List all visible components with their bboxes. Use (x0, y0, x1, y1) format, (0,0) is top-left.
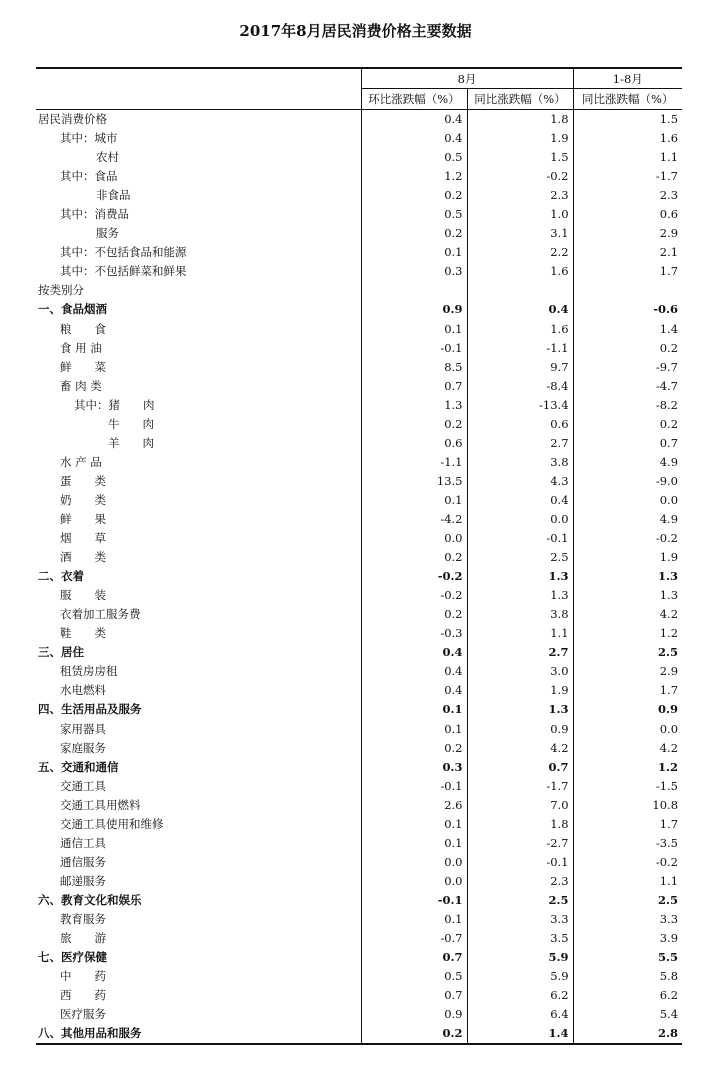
row-label: 水电燃料 (60, 683, 106, 698)
table-row (36, 167, 682, 186)
cell-mom: 0.1 (361, 320, 467, 339)
row-label: 交通工具使用和维修 (60, 816, 164, 831)
row-label: 旅 游 (60, 931, 106, 946)
table-row (36, 777, 682, 796)
row-label: 西 药 (60, 988, 106, 1003)
table-row (36, 491, 682, 510)
cell-yoy: 2.5 (467, 891, 573, 910)
cell-mom: 0.1 (361, 910, 467, 929)
table-row (36, 605, 682, 624)
cell-mom: 0.1 (361, 815, 467, 834)
cell-ytd: 1.2 (573, 624, 682, 643)
cell-mom: -1.1 (361, 453, 467, 472)
cell-mom: 0.0 (361, 872, 467, 891)
cell-ytd: 0.7 (573, 434, 682, 453)
cell-yoy: 1.6 (467, 262, 573, 281)
table-row (36, 853, 682, 872)
cell-mom: 0.1 (361, 491, 467, 510)
row-label: 其中：食品 (60, 169, 118, 184)
row-label: 食 用 油 (60, 340, 102, 355)
cpi-table (36, 67, 682, 1045)
cell-ytd: -3.5 (573, 834, 682, 853)
table-row (36, 1005, 682, 1024)
table-row (36, 472, 682, 491)
row-label: 水 产 品 (60, 454, 102, 469)
cell-ytd: 1.7 (573, 815, 682, 834)
cell-yoy: 9.7 (467, 358, 573, 377)
header-blank (36, 68, 361, 89)
row-label: 其中：猪 肉 (74, 397, 155, 412)
cell-yoy: 0.7 (467, 758, 573, 777)
cell-yoy: 6.2 (467, 986, 573, 1005)
table-row (36, 110, 682, 130)
row-label: 鲜 果 (60, 512, 106, 526)
cell-mom: 0.9 (361, 1005, 467, 1024)
cell-mom: -0.1 (361, 777, 467, 796)
cell-mom: -0.1 (361, 891, 467, 910)
cell-mom: 0.0 (361, 853, 467, 872)
cell-mom: 0.5 (361, 967, 467, 986)
table-row (36, 720, 682, 739)
header-col-mom: 环比涨跌幅（%） (361, 89, 467, 110)
cell-yoy: 1.0 (467, 205, 573, 224)
cell-yoy: 6.4 (467, 1005, 573, 1024)
table-row (36, 872, 682, 891)
cell-yoy: 1.3 (467, 586, 573, 605)
row-label: 三、居住 (38, 645, 84, 660)
cell-mom: 0.9 (361, 300, 467, 319)
cell-ytd: 2.9 (573, 224, 682, 243)
cell-ytd: 1.6 (573, 129, 682, 148)
page-title: 2017年8月居民消费价格主要数据 (239, 22, 472, 40)
row-label: 服 装 (60, 588, 106, 603)
cell-ytd: 4.2 (573, 739, 682, 758)
table-row (36, 300, 682, 319)
cell-ytd: -8.2 (573, 396, 682, 415)
cell-yoy: 3.0 (467, 662, 573, 681)
row-label: 邮递服务 (60, 873, 106, 888)
row-label: 交通工具 (60, 778, 106, 793)
table-row (36, 662, 682, 681)
cell-yoy: 0.6 (467, 415, 573, 434)
cell-ytd: 1.1 (573, 148, 682, 167)
cell-mom: 0.7 (361, 948, 467, 967)
header-col-yoy: 同比涨跌幅（%） (467, 89, 573, 110)
cell-mom: -0.7 (361, 929, 467, 948)
cell-ytd: 2.8 (573, 1024, 682, 1044)
cell-mom: 0.1 (361, 720, 467, 739)
cell-mom: 0.2 (361, 224, 467, 243)
cell-ytd: 5.8 (573, 967, 682, 986)
cell-mom: 0.2 (361, 739, 467, 758)
cell-mom: 0.2 (361, 1024, 467, 1044)
table-row (36, 929, 682, 948)
cell-yoy (467, 281, 573, 300)
table-row (36, 967, 682, 986)
cell-mom: 0.4 (361, 643, 467, 662)
cell-yoy: 2.3 (467, 186, 573, 205)
cell-ytd: 1.7 (573, 681, 682, 700)
table-row (36, 739, 682, 758)
cell-yoy: 1.4 (467, 1024, 573, 1044)
cell-mom: 0.4 (361, 129, 467, 148)
cell-yoy: 1.3 (467, 700, 573, 719)
cell-ytd: 4.2 (573, 605, 682, 624)
row-label: 牛 肉 (108, 416, 154, 431)
cell-mom: 0.1 (361, 700, 467, 719)
cell-ytd: 5.5 (573, 948, 682, 967)
cell-yoy: 7.0 (467, 796, 573, 815)
cell-yoy: 3.1 (467, 224, 573, 243)
cell-yoy: 3.3 (467, 910, 573, 929)
table-row (36, 320, 682, 339)
cell-ytd: -0.2 (573, 853, 682, 872)
cell-ytd: 0.2 (573, 339, 682, 358)
row-label: 中 药 (60, 969, 106, 984)
row-label: 酒 类 (60, 550, 106, 565)
table-row (36, 224, 682, 243)
cell-mom: 0.1 (361, 834, 467, 853)
cell-ytd: 10.8 (573, 796, 682, 815)
row-label: 其中：不包括鲜菜和鲜果 (60, 264, 187, 279)
cell-ytd: 0.6 (573, 205, 682, 224)
cell-yoy: 2.7 (467, 643, 573, 662)
row-label: 八、其他用品和服务 (36, 1024, 361, 1044)
row-label: 蛋 类 (60, 473, 106, 488)
table-row (36, 834, 682, 853)
cell-yoy: 1.8 (467, 110, 573, 130)
row-label: 教育服务 (60, 911, 106, 926)
table-row (36, 415, 682, 434)
cell-mom: 0.4 (361, 662, 467, 681)
row-label: 农村 (96, 150, 119, 165)
cell-ytd: 2.5 (573, 643, 682, 662)
cell-ytd: 1.3 (573, 586, 682, 605)
row-label: 畜 肉 类 (60, 378, 102, 393)
cell-ytd: 1.1 (573, 872, 682, 891)
cell-yoy: 1.3 (467, 567, 573, 586)
cell-mom: 0.0 (361, 529, 467, 548)
table-row (36, 205, 682, 224)
cell-yoy: -13.4 (467, 396, 573, 415)
cell-mom: 0.4 (361, 681, 467, 700)
row-label: 其中：消费品 (60, 207, 129, 222)
table-row (36, 758, 682, 777)
row-label: 居民消费价格 (38, 112, 107, 127)
cell-ytd: -0.6 (573, 300, 682, 319)
table-row (36, 700, 682, 719)
cell-mom: 0.6 (361, 434, 467, 453)
row-label: 租赁房房租 (60, 664, 118, 679)
cell-ytd: 0.0 (573, 491, 682, 510)
table-row (36, 377, 682, 396)
header-period-month: 8月 (361, 68, 573, 89)
cell-yoy: 5.9 (467, 967, 573, 986)
table-body (36, 110, 682, 1045)
cell-yoy: -1.1 (467, 339, 573, 358)
cell-mom: -0.2 (361, 586, 467, 605)
cell-yoy: 1.9 (467, 129, 573, 148)
row-label: 粮 食 (60, 321, 106, 336)
cell-yoy: -0.1 (467, 529, 573, 548)
table-header (36, 68, 682, 110)
cell-mom: 0.1 (361, 243, 467, 262)
header-blank-2 (36, 89, 361, 110)
cell-yoy: 4.2 (467, 739, 573, 758)
cell-yoy: 0.0 (467, 510, 573, 529)
cell-ytd: 2.1 (573, 243, 682, 262)
cell-yoy: 2.3 (467, 872, 573, 891)
row-label: 医疗服务 (60, 1007, 106, 1022)
table-row (36, 396, 682, 415)
cell-ytd: -0.2 (573, 529, 682, 548)
cell-ytd: 1.9 (573, 548, 682, 567)
row-label: 羊 肉 (108, 435, 154, 450)
cell-mom: 0.4 (361, 110, 467, 130)
cell-yoy: 0.4 (467, 300, 573, 319)
table-row (36, 1024, 682, 1044)
cell-ytd: 2.5 (573, 891, 682, 910)
cell-yoy: -2.7 (467, 834, 573, 853)
cell-yoy: 1.1 (467, 624, 573, 643)
row-label: 四、生活用品及服务 (38, 702, 142, 717)
row-label: 烟 草 (60, 531, 106, 546)
cell-ytd (573, 281, 682, 300)
row-label: 按类别分 (38, 283, 84, 298)
table-row (36, 148, 682, 167)
row-label: 鲜 菜 (60, 359, 106, 374)
cell-mom: 0.5 (361, 148, 467, 167)
cell-mom: 13.5 (361, 472, 467, 491)
cell-yoy: 1.5 (467, 148, 573, 167)
row-label: 七、医疗保健 (38, 950, 107, 965)
cell-mom: 2.6 (361, 796, 467, 815)
table-row (36, 510, 682, 529)
cell-ytd: 4.9 (573, 453, 682, 472)
cell-ytd: 1.2 (573, 758, 682, 777)
row-label: 家庭服务 (60, 740, 106, 755)
cell-yoy: 3.8 (467, 453, 573, 472)
cell-yoy: -0.2 (467, 167, 573, 186)
header-col-ytd-yoy: 同比涨跌幅（%） (573, 89, 682, 110)
cell-ytd: -1.5 (573, 777, 682, 796)
table-row (36, 567, 682, 586)
row-label: 奶 类 (60, 492, 106, 507)
cell-ytd: 5.4 (573, 1005, 682, 1024)
cell-mom: -0.3 (361, 624, 467, 643)
row-label: 六、教育文化和娱乐 (38, 892, 142, 907)
table-row (36, 948, 682, 967)
table-row (36, 434, 682, 453)
cell-yoy: 0.9 (467, 720, 573, 739)
cell-ytd: -1.7 (573, 167, 682, 186)
cell-mom: 0.2 (361, 186, 467, 205)
cell-yoy: 2.2 (467, 243, 573, 262)
table-row (36, 891, 682, 910)
cell-ytd: 2.3 (573, 186, 682, 205)
cell-mom: 0.2 (361, 548, 467, 567)
row-label: 鞋 类 (60, 626, 106, 641)
cell-yoy: 1.8 (467, 815, 573, 834)
cell-yoy: 1.6 (467, 320, 573, 339)
table-row (36, 796, 682, 815)
table-row (36, 815, 682, 834)
cell-ytd: 3.3 (573, 910, 682, 929)
header-period-ytd: 1-8月 (573, 68, 682, 89)
table-row (36, 243, 682, 262)
table-row (36, 624, 682, 643)
cell-yoy: 5.9 (467, 948, 573, 967)
row-label: 衣着加工服务费 (60, 607, 141, 622)
table-row (36, 358, 682, 377)
cell-ytd: 3.9 (573, 929, 682, 948)
cell-yoy: -0.1 (467, 853, 573, 872)
cell-mom: 0.3 (361, 262, 467, 281)
table-row (36, 643, 682, 662)
table-row (36, 186, 682, 205)
row-label: 一、食品烟酒 (38, 302, 107, 317)
cell-ytd: 1.7 (573, 262, 682, 281)
cell-ytd: 1.4 (573, 320, 682, 339)
table-row (36, 529, 682, 548)
cell-mom: -0.2 (361, 567, 467, 586)
row-label: 服务 (96, 226, 119, 241)
table-row (36, 262, 682, 281)
row-label: 五、交通和通信 (38, 759, 119, 774)
cell-yoy: 3.8 (467, 605, 573, 624)
cell-ytd: 0.0 (573, 720, 682, 739)
table-row (36, 548, 682, 567)
cell-ytd: -4.7 (573, 377, 682, 396)
cell-mom: 0.2 (361, 415, 467, 434)
cell-ytd: 4.9 (573, 510, 682, 529)
cell-ytd: 1.3 (573, 567, 682, 586)
row-label: 其中：城市 (60, 131, 118, 146)
cell-yoy: 1.9 (467, 681, 573, 700)
table-row (36, 339, 682, 358)
cell-yoy: 0.4 (467, 491, 573, 510)
table-row (36, 586, 682, 605)
row-label: 家用器具 (60, 721, 106, 736)
cell-ytd: -9.7 (573, 358, 682, 377)
cell-mom: 0.2 (361, 605, 467, 624)
cell-yoy: 2.5 (467, 548, 573, 567)
cell-mom (361, 281, 467, 300)
cell-mom: 0.7 (361, 986, 467, 1005)
table-row (36, 453, 682, 472)
table-row (36, 281, 682, 300)
table-row (36, 681, 682, 700)
cell-yoy: 2.7 (467, 434, 573, 453)
row-label: 交通工具用燃料 (60, 797, 141, 812)
cell-mom: 1.3 (361, 396, 467, 415)
row-label: 通信工具 (60, 835, 106, 850)
table-row (36, 986, 682, 1005)
table-row (36, 129, 682, 148)
cell-ytd: 0.9 (573, 700, 682, 719)
table-row (36, 910, 682, 929)
cell-mom: -4.2 (361, 510, 467, 529)
cell-yoy: 3.5 (467, 929, 573, 948)
cell-mom: 1.2 (361, 167, 467, 186)
cell-mom: 0.7 (361, 377, 467, 396)
row-label: 二、衣着 (38, 569, 84, 584)
cell-yoy: -1.7 (467, 777, 573, 796)
row-label: 其中：不包括食品和能源 (60, 245, 187, 260)
cell-ytd: 2.9 (573, 662, 682, 681)
cell-yoy: 4.3 (467, 472, 573, 491)
cell-ytd: 1.5 (573, 110, 682, 130)
cell-ytd: -9.0 (573, 472, 682, 491)
cell-mom: 0.5 (361, 205, 467, 224)
cell-ytd: 6.2 (573, 986, 682, 1005)
cell-ytd: 0.2 (573, 415, 682, 434)
row-label: 通信服务 (60, 854, 106, 869)
row-label: 非食品 (96, 188, 131, 203)
cell-yoy: -8.4 (467, 377, 573, 396)
cell-mom: 0.3 (361, 758, 467, 777)
cell-mom: 8.5 (361, 358, 467, 377)
cell-mom: -0.1 (361, 339, 467, 358)
